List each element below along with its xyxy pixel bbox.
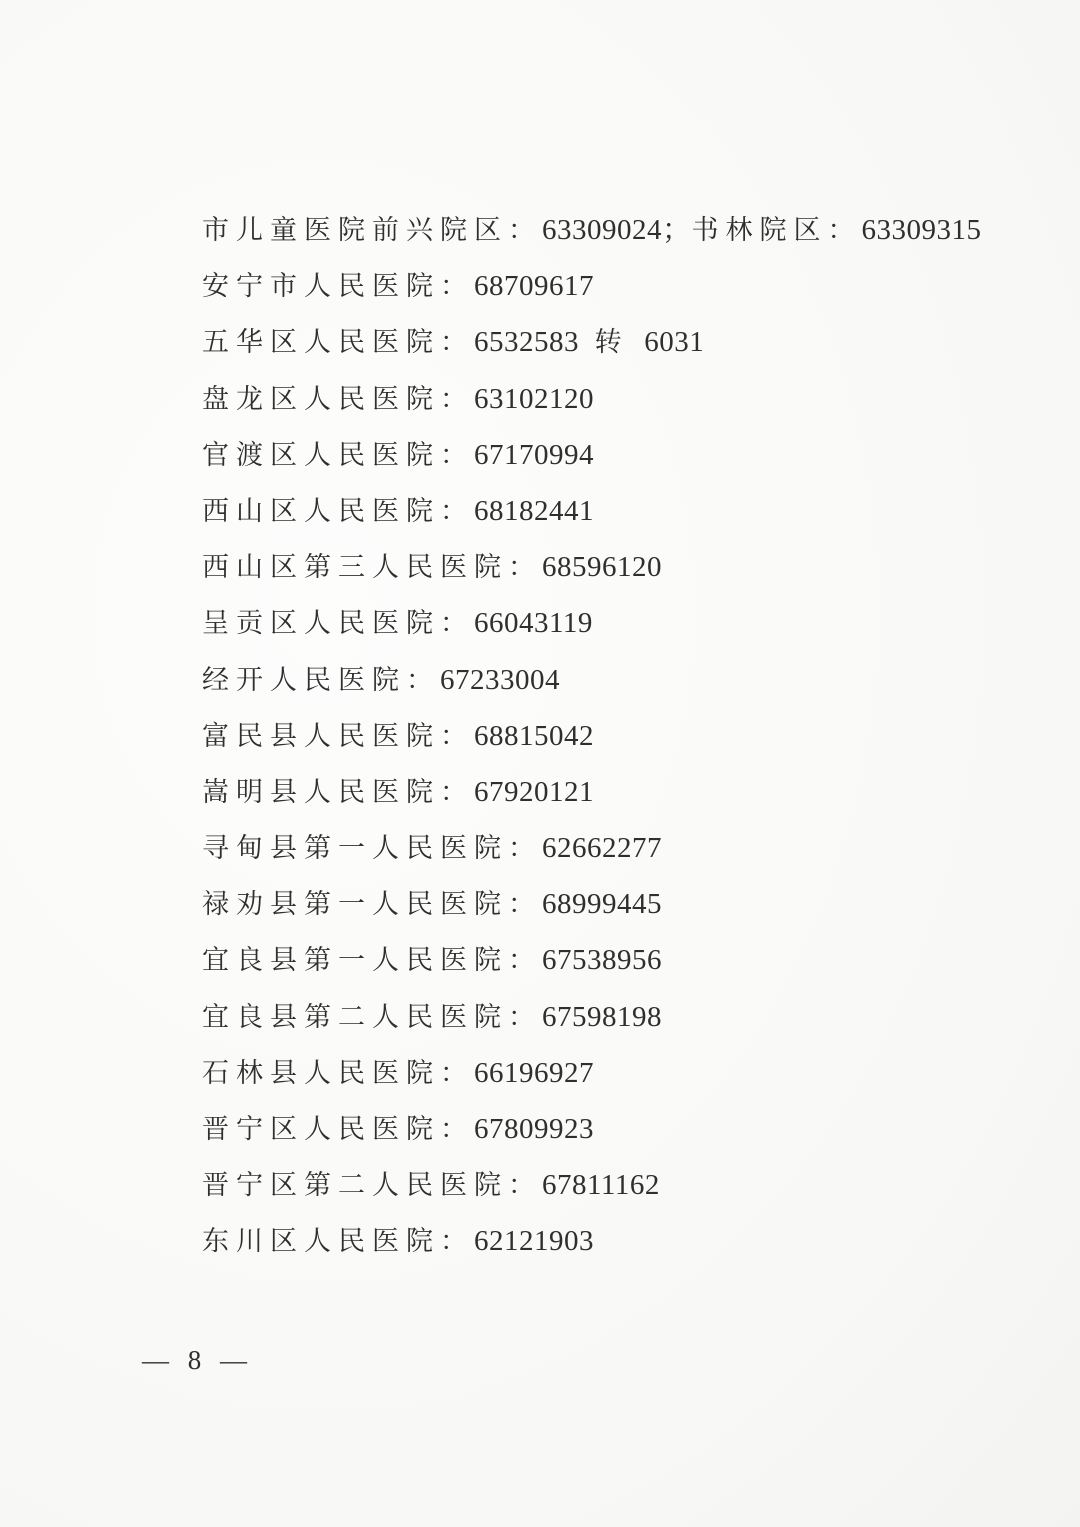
phone-number: 6532583 xyxy=(474,326,579,359)
hospital-line xyxy=(202,1157,1002,1213)
hospital-line xyxy=(202,652,1002,708)
hospital-name: 市儿童医院前兴院区： xyxy=(202,215,542,246)
phone-number: 63102120 xyxy=(474,382,594,415)
hospital-name: 东川区人民医院： xyxy=(202,1226,474,1258)
phone-number-secondary: 63309315 xyxy=(861,214,982,246)
hospital-line xyxy=(202,371,1002,427)
hospital-name: 富民县人民医院： xyxy=(202,720,474,752)
hospital-name: 宜良县第二人民医院： xyxy=(202,1001,542,1033)
hospital-line xyxy=(202,989,1002,1045)
hospital-line xyxy=(202,1101,1002,1157)
page-number: — 8 — xyxy=(142,1345,253,1375)
hospital-line xyxy=(202,483,1002,539)
phone-number: 68999445 xyxy=(542,888,662,921)
phone-number: 67170994 xyxy=(474,438,594,471)
hospital-line xyxy=(202,258,1002,314)
hospital-line xyxy=(202,314,1002,370)
hospital-name: 宜良县第一人民医院： xyxy=(202,945,542,977)
hospital-name: 五华区人民医院： xyxy=(202,327,474,359)
phone-number: 67233004 xyxy=(440,663,560,696)
hospital-phone-list xyxy=(202,202,1002,1270)
phone-number: 67920121 xyxy=(474,775,594,808)
phone-number: 68709617 xyxy=(474,270,594,303)
phone-number: 67809923 xyxy=(474,1113,594,1145)
hospital-line xyxy=(202,876,1002,932)
phone-number: 67598198 xyxy=(542,1000,662,1033)
hospital-name: 呈贡区人民医院： xyxy=(202,608,474,640)
phone-number: 66196927 xyxy=(474,1056,594,1089)
hospital-name: 官渡区人民医院： xyxy=(202,439,474,471)
phone-number: 62121903 xyxy=(474,1225,594,1258)
phone-number: 62662277 xyxy=(542,832,662,865)
phone-number: 68182441 xyxy=(474,494,594,527)
hospital-line xyxy=(202,764,1002,820)
hospital-name: 西山区第三人民医院： xyxy=(202,552,542,584)
hospital-name: 盘龙区人民医院： xyxy=(202,383,474,415)
hospital-line xyxy=(202,427,1002,483)
hospital-name: 经开人民医院： xyxy=(202,664,440,696)
phone-number: 67538956 xyxy=(542,944,662,977)
phone-number: 68815042 xyxy=(474,719,594,752)
phone-number: 67811162 xyxy=(542,1169,660,1202)
hospital-name: 晋宁区人民医院： xyxy=(202,1114,474,1145)
hospital-name: 西山区人民医院： xyxy=(202,495,474,527)
extension-label: 转 xyxy=(594,327,629,359)
hospital-line xyxy=(202,202,1002,258)
hospital-name: 安宁市人民医院： xyxy=(202,271,474,303)
hospital-line xyxy=(202,1045,1002,1101)
hospital-name: 晋宁区第二人民医院： xyxy=(202,1170,542,1202)
phone-number: 68596120 xyxy=(542,551,662,584)
phone-number: 63309024； xyxy=(542,214,692,246)
hospital-name: 禄劝县第一人民医院： xyxy=(202,889,542,921)
hospital-line xyxy=(202,820,1002,876)
hospital-line xyxy=(202,708,1002,764)
hospital-name: 寻甸县第一人民医院： xyxy=(202,833,542,865)
extension-number: 6031 xyxy=(644,326,705,359)
hospital-line xyxy=(202,1213,1002,1269)
hospital-line xyxy=(202,932,1002,988)
hospital-name-secondary: 书林院区： xyxy=(691,215,862,246)
phone-number: 66043119 xyxy=(474,607,593,640)
hospital-line xyxy=(202,595,1002,651)
hospital-name: 石林县人民医院： xyxy=(202,1057,474,1089)
hospital-line xyxy=(202,539,1002,595)
hospital-name: 嵩明县人民医院： xyxy=(202,776,474,808)
